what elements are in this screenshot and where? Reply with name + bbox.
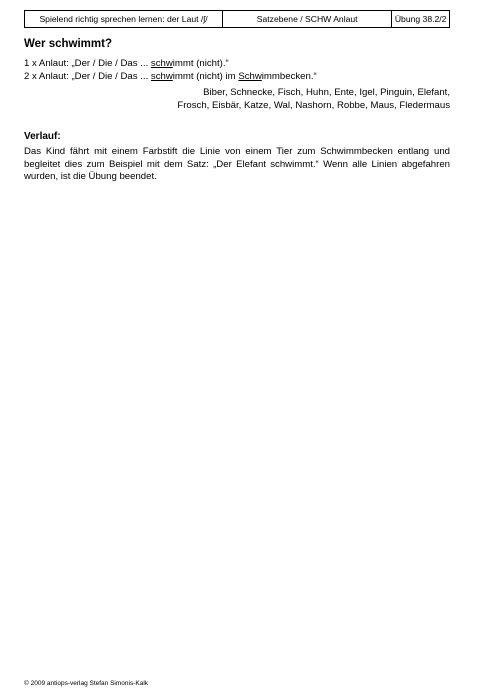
header-exercise-number: Übung 38.2/2 bbox=[394, 14, 447, 24]
page-title: Wer schwimmt? bbox=[24, 38, 112, 50]
instruction-1-prefix: 1 x Anlaut: „Der / Die / Das ... bbox=[24, 58, 151, 69]
animal-list bbox=[150, 87, 450, 112]
procedure-text: Das Kind fährt mit einem Farbstift die Linie von einem Tier zum Schwimmbecken entlang und begleitet dies zum Beispiel mit dem Satz: „Der Elefant schwimmt.“ Wenn alle Linien abgefahren wurden, ist die Übung beendet. bbox=[24, 146, 450, 182]
instruction-2-prefix: 2 x Anlaut: „Der / Die / Das ... bbox=[24, 71, 151, 82]
instruction-2-middle: immt (nicht) im bbox=[172, 71, 239, 82]
instruction-1-suffix: immt (nicht).“ bbox=[172, 58, 229, 69]
animal-list-row-1: Biber, Schnecke, Fisch, Huhn, Ente, Igel, Pinguin, Elefant, bbox=[203, 87, 450, 98]
instruction-2-underlined-1: schw bbox=[150, 71, 173, 82]
instruction-2-suffix: immbecken.“ bbox=[261, 71, 317, 82]
header-series-title: Spielend richtig sprechen lernen: der Laut /ʃ/ bbox=[25, 11, 223, 27]
copyright-footer: © 2009 antiops-verlag Stefan Simonis-Kalk bbox=[24, 680, 149, 687]
header-section: Satzebene / SCHW Anlaut bbox=[223, 11, 392, 27]
instruction-2-underlined-2: Schw bbox=[238, 71, 262, 82]
instruction-line-1 bbox=[24, 58, 229, 69]
procedure-heading: Verlauf: bbox=[24, 131, 61, 142]
animal-list-row-2: Frosch, Eisbär, Katze, Wal, Nashorn, Robbe, Maus, Fledermaus bbox=[177, 99, 450, 111]
instruction-line-2 bbox=[24, 71, 317, 82]
worksheet-header bbox=[24, 10, 450, 28]
instruction-1-underlined: schw bbox=[150, 58, 173, 69]
